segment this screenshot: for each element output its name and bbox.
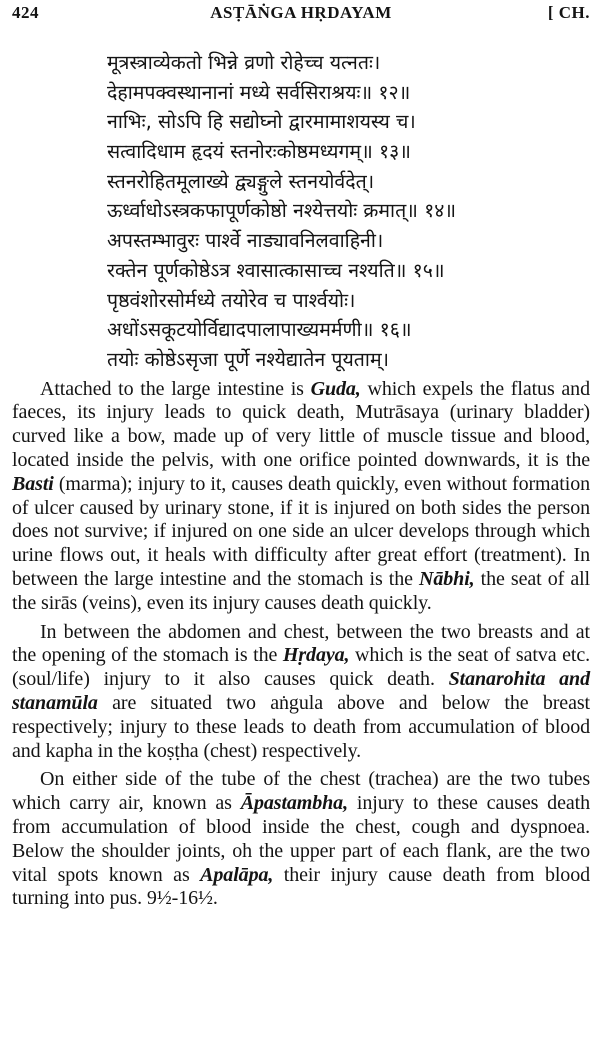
term-stanarohita: Stanarohita and stanamūla: [12, 668, 590, 714]
term-apastambha: Āpastambha,: [240, 792, 348, 815]
book-title: ASṬĀṄGA HṚDAYAM: [210, 3, 392, 22]
translation-paragraph: In between the abdomen and chest, between the two breasts and at the opening of the stomach is the Hṛdaya, which is the seat of satva etc. (soul/life) injury to it also causes quick death. Stanarohita and stanamūla are situated two aṅgula above and below the breast respectively; injury to these leads to death from accumulation of blood and kapha in the koṣṭha (chest) respectively.: [12, 620, 590, 762]
term-guda: Guda,: [310, 377, 361, 400]
verse-line: रक्तेन पूर्णकोष्ठेऽत्र श्वासात्कासाच्च नश्यति॥ १५॥: [107, 258, 445, 282]
term-hrdaya: Hṛdaya,: [282, 644, 350, 667]
term-nabhi: Nābhi,: [419, 567, 475, 590]
chapter-label: [ CH.: [547, 3, 590, 22]
term-apalapa: Apalāpa,: [200, 863, 274, 886]
verse-line: सत्वादिधाम हृदयं स्तनोरःकोष्ठमध्यगम्॥ १३॥: [107, 140, 411, 164]
translation-paragraph: Attached to the large intestine is Guda, which expels the flatus and faeces, its injury leads to quick death, Mutrāsaya (urinary bladder) curved like a bow, made up of very little of muscle tissue and blood, located inside the pelvis, with one orifice pointed downwards, it is the Basti (marma); injury to it, causes death quickly, even without formation of ulcer caused by urinary stone, if it is injured on both sides the person does not survive; if injured on one side an ulcer develops through which urine flows out, it heals with difficulty after great effort (treatment). In between the large intestine and the stomach is the Nābhi, the seat of all the sirās (veins), even its injury causes death quickly.: [12, 377, 591, 614]
verse-line: स्तनरोहितमूलाख्ये द्व्यङ्गुले स्तनयोर्वदेत्।: [107, 169, 375, 193]
sanskrit-verses: [107, 48, 590, 375]
verse-line: ऊर्ध्वाधोऽस्त्रकफापूर्णकोष्ठो नश्येत्तयोः क्रमात्॥ १४॥: [107, 199, 457, 223]
translation-paragraph: On either side of the tube of the chest (trachea) are the two tubes which carry air, known as Āpastambha, injury to these causes death from accumulation of blood inside the chest, cough and dyspnoea. Below the shoulder joints, oh the upper part of each flank, are the two vital spots known as Apalāpa, their injury cause death from blood turning into pus. 9½-16½.: [12, 768, 590, 910]
page-number: 424: [12, 3, 39, 22]
verse-line: अपस्तम्भावुरः पार्श्वे नाड्यावनिलवाहिनी।: [107, 229, 384, 253]
verse-line: नाभिः, सोऽपि हि सद्योघ्नो द्वारमामाशयस्य च।: [107, 110, 416, 134]
verse-line: पृष्ठवंशोरसोर्मध्ये तयोरेव च पार्श्वयोः।: [107, 288, 356, 312]
verse-line: देहामपक्वस्थानानां मध्ये सर्वसिराश्रयः॥ १२॥: [107, 80, 411, 104]
verse-line: अधोंऽसकूटयोर्विद्यादपालापाख्यमर्मणी॥ १६॥: [107, 318, 412, 342]
running-header: [12, 0, 590, 28]
verse-line: तयोः कोष्ठेऽसृजा पूर्णे नश्येद्यातेन पूयताम्।: [107, 347, 389, 371]
term-basti: Basti: [12, 472, 54, 495]
verse-line: मूत्रस्त्राव्येकतो भिन्ने व्रणो रोहेच्च यत्नतः।: [107, 51, 381, 74]
